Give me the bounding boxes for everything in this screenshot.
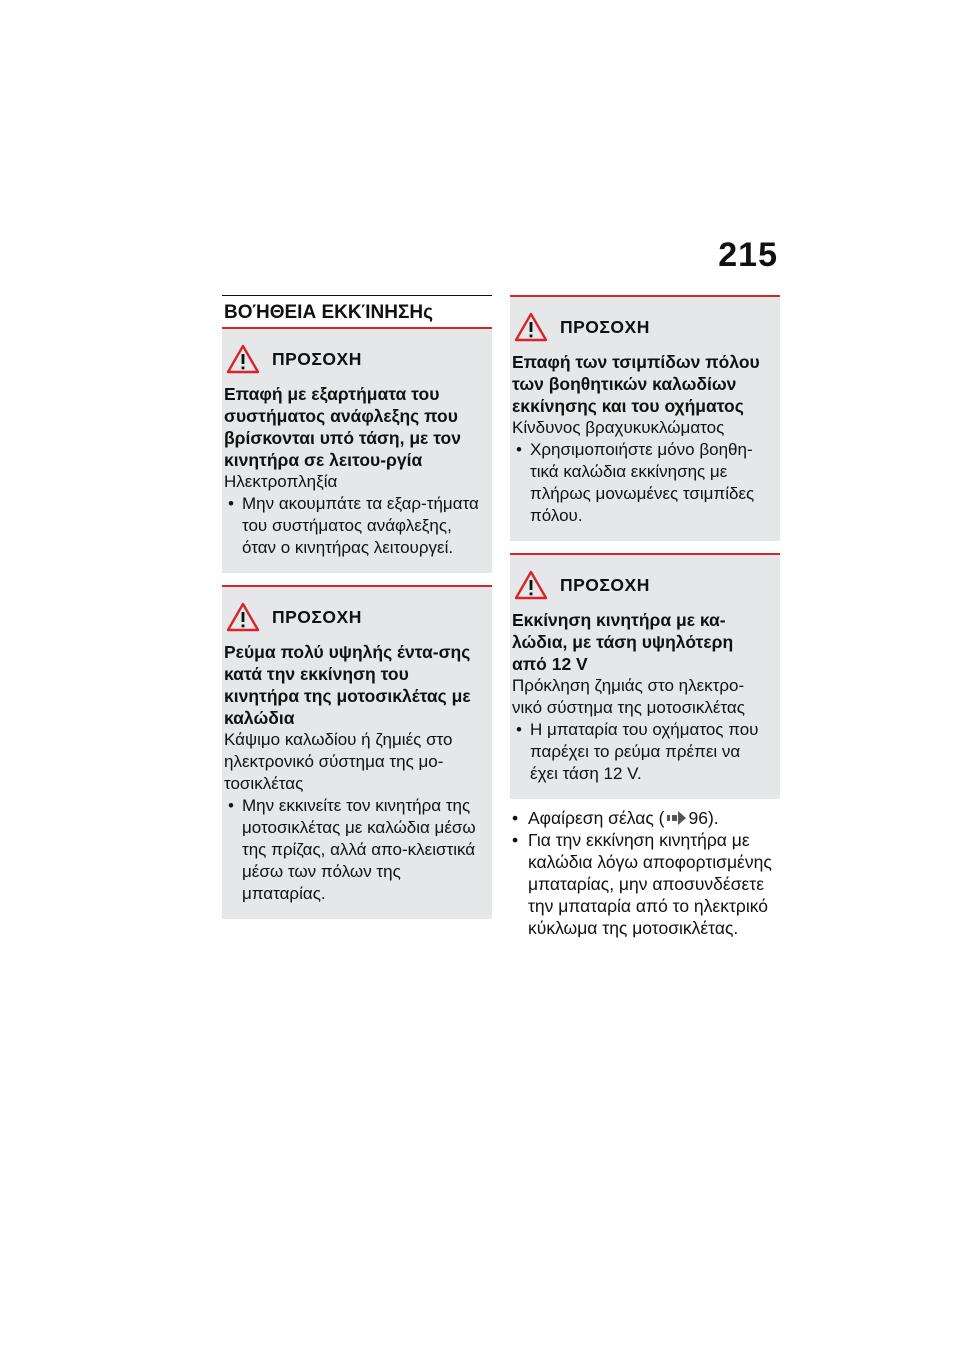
warning-header	[510, 567, 770, 603]
page-number: 215	[718, 236, 778, 274]
list-item: • Μην εκκινείτε τον κινητήρα της μοτοσικλέτας με καλώδια μέσω της πρίζας, αλλά απο-κλειστικά μέσω των πόλων της μπαταρίας.	[224, 795, 482, 905]
warning-measures	[510, 719, 770, 785]
list-item: • Μην ακουμπάτε τα εξαρ-τήματα του συστήματος ανάφλεξης, όταν ο κινητήρας λειτουργεί.	[224, 493, 482, 559]
warning-consequence: Ηλεκτροπληξία	[224, 472, 338, 491]
warning-triangle-icon	[226, 344, 260, 374]
warning-label: ΠΡΟΣΟΧΗ	[560, 316, 650, 337]
step-text-end: ).	[707, 808, 719, 828]
page-reference-link[interactable]: 96	[688, 808, 708, 828]
procedure-steps	[510, 807, 780, 939]
warning-title: Επαφή των τσιμπίδων πόλου των βοηθητικών καλωδίων εκκίνησης και του οχήματος	[512, 352, 760, 416]
warning-header	[222, 341, 482, 377]
warning-triangle-icon	[226, 602, 260, 632]
step-text: Αφαίρεση σέλας (	[528, 808, 665, 828]
warning-title: Ρεύμα πολύ υψηλής έντα-σης κατά την εκκίνηση του κινητήρα της μοτοσικλέτας με καλώδια	[224, 642, 471, 728]
warning-header	[510, 309, 770, 345]
warning-measures	[222, 493, 482, 559]
list-item: • Η μπαταρία του οχήματος που παρέχει το ρεύμα πρέπει να έχει τάση 12 V.	[512, 719, 770, 785]
warning-label: ΠΡΟΣΟΧΗ	[560, 574, 650, 595]
warning-consequence: Πρόκληση ζημιάς στο ηλεκτρο-νικό σύστημα της μοτοσικλέτας	[512, 676, 745, 717]
left-column	[222, 295, 492, 919]
warning-consequence: Κάψιμο καλωδίου ή ζημιές στο ηλεκτρονικό σύστημα της μο-τοσικλέτας	[224, 730, 453, 793]
warning-triangle-icon	[514, 312, 548, 342]
warning-label: ΠΡΟΣΟΧΗ	[272, 606, 362, 627]
right-column	[510, 295, 780, 955]
warning-consequence: Κίνδυνος βραχυκυκλώματος	[512, 418, 725, 437]
warning-box	[222, 585, 492, 919]
reference-arrow-icon	[667, 811, 687, 825]
warning-measures	[510, 439, 770, 527]
warning-label: ΠΡΟΣΟΧΗ	[272, 348, 362, 369]
list-item	[510, 807, 780, 829]
warning-box	[510, 553, 780, 799]
warning-box	[222, 327, 492, 573]
warning-box	[510, 295, 780, 541]
warning-measures	[222, 795, 482, 905]
warning-title: Επαφή με εξαρτήματα του συστήματος ανάφλεξης που βρίσκονται υπό τάση, με τον κινητήρα σε λειτου-ργία	[224, 384, 461, 470]
warning-triangle-icon	[514, 570, 548, 600]
list-item: • Για την εκκίνηση κινητήρα με καλώδια λόγω αποφορτισμένης μπαταρίας, μην αποσυνδέσετε την μπαταρία από το ηλεκτρικό κύκλωμα της μοτοσικλέτας.	[510, 829, 780, 939]
section-title: ΒΟΉΘΕΙΑ ΕΚΚΊΝΗΣΗς	[222, 295, 492, 327]
list-item: • Χρησιμοποιήστε μόνο βοηθη-τικά καλώδια εκκίνησης με πλήρως μονωμένες τσιμπίδες πόλου.	[512, 439, 770, 527]
warning-title: Εκκίνηση κινητήρα με κα-λώδια, με τάση υψηλότερη από 12 V	[512, 610, 734, 674]
warning-header	[222, 599, 482, 635]
